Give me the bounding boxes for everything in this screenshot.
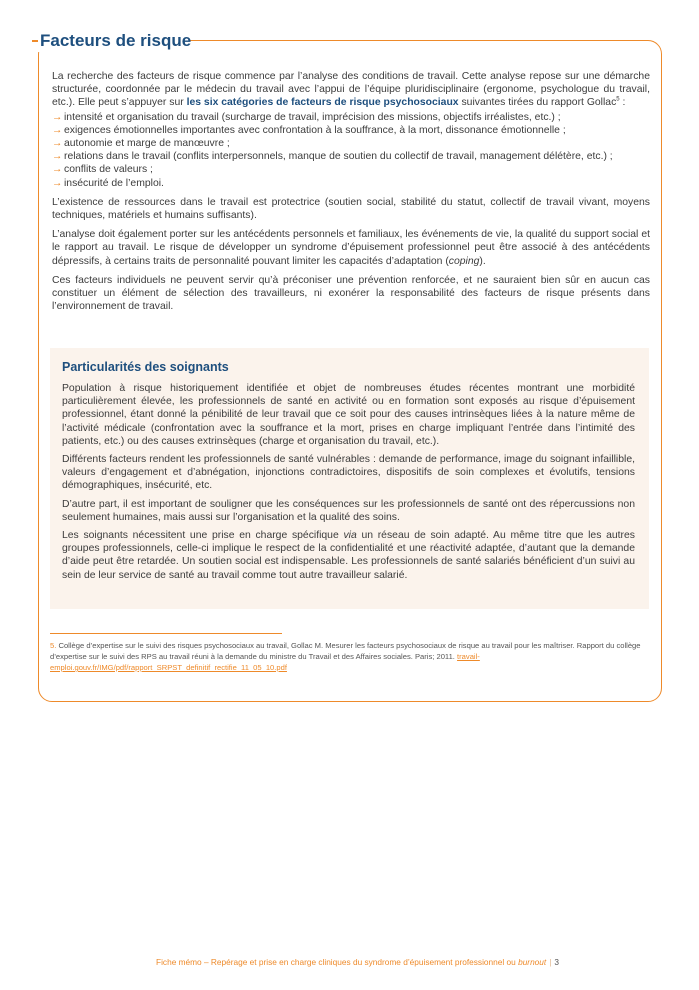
arrow-right-icon: →	[52, 111, 63, 123]
risk-factor-list	[52, 111, 650, 190]
individual-factors-paragraph: Ces facteurs individuels ne peuvent servir qu’à préconiser une prévention renforcée, et ne sauraient bien sûr en aucun cas constituer un élément de sélection des travailleurs, ni exonérer la responsabilité des facteurs de risque présents dans l’environnement de travail.	[52, 274, 650, 313]
box-paragraph-2: Différents facteurs rendent les professionnels de santé vulnérables : demande de performance, image du soignant infaillible, valeurs d’engagement et d’abnégation, injonctions contradictoires, dispositifs de soin complexes et évolutifs, tensions démographiques, insécurité, etc.	[62, 454, 635, 492]
list-item-text: exigences émotionnelles importantes avec confrontation à la souffrance, à la mort, dissonance émotionnelle ;	[64, 124, 566, 136]
list-item	[52, 177, 650, 190]
box-p4-text: Les soignants nécessitent une prise en charge spécifique	[62, 530, 344, 542]
footer-italic: burnout	[518, 957, 547, 967]
list-item-text: conflits de valeurs ;	[64, 164, 153, 176]
arrow-right-icon: →	[52, 151, 63, 163]
arrow-right-icon: →	[52, 164, 63, 176]
box-title: Particularités des soignants	[62, 360, 229, 374]
antecedents-paragraph	[52, 228, 650, 268]
box-paragraph-1: Population à risque historiquement identifiée et objet de nombreuses études récentes montrant une morbidité particulièrement élevée, les professionnels de santé en activité ou en formation sont exposés au risque d’épuisement professionnel, étant donné la pénibilité de leur travail que ce soit pour des causes intrinsèques liées à la nature même de l’activité médicale (confrontation avec la souffrance et la mort, prises en charge impliquant l’entrée dans l’intimité des patients, etc.) ou des causes extrinsèques (charge et organisation du travail, etc.).	[62, 383, 635, 447]
intro-highlight: les six catégories de facteurs de risque psychosociaux	[186, 97, 459, 109]
section-title: Facteurs de risque	[40, 31, 192, 50]
intro-text-2: suivantes tirées du rapport Gollac	[458, 97, 617, 109]
page-footer	[0, 957, 559, 967]
list-item-text: intensité et organisation du travail (surcharge de travail, imprécision des missions, objectifs irréalistes, etc.) ;	[64, 111, 561, 123]
footnote-reference: 5	[616, 96, 620, 103]
footer-separator: |	[549, 957, 552, 967]
footnote-number: 5.	[50, 641, 57, 650]
box-paragraph-4	[62, 529, 635, 582]
footer-label: Fiche mémo	[156, 957, 202, 967]
footnote	[50, 640, 648, 673]
footnote-link[interactable]: travail-emploi.gouv.fr/IMG/pdf/rapport_SRPST_definitif_rectifie_11_05_10.pdf	[50, 652, 480, 672]
title-accent-dash	[32, 40, 38, 42]
antecedents-text-end: ).	[479, 255, 486, 267]
list-item-text: insécurité de l’emploi.	[64, 177, 164, 189]
list-item	[52, 150, 650, 163]
list-item	[52, 137, 650, 150]
footnote-divider	[50, 633, 282, 634]
section-content	[52, 70, 650, 319]
box-paragraph-3: D’autre part, il est important de souligner que les conséquences sur les professionnels de santé ont des répercussions non seulement humaines, mais aussi sur l’organisation et la qualité des soins.	[62, 498, 635, 523]
list-item	[52, 124, 650, 137]
antecedents-italic: coping	[448, 255, 480, 267]
list-item-text: autonomie et marge de manœuvre ;	[64, 138, 230, 150]
list-item-text: relations dans le travail (conflits interpersonnels, manque de soutien du collectif de travail, management délétère, etc.) ;	[64, 151, 613, 163]
intro-paragraph	[52, 70, 650, 110]
arrow-right-icon: →	[52, 138, 63, 150]
page-number: 3	[554, 957, 559, 967]
footnote-text: Collège d’expertise sur le suivi des risques psychosociaux au travail, Gollac M. Mesurer les facteurs psychosociaux de risque au travail pour les maîtriser. Rapport du collège d’expertise sur le suivi des RPS au travail réuni à la demande du ministre du Travail et des Affaires sociales. Paris; 2011.	[50, 641, 641, 661]
list-item	[52, 111, 650, 124]
resources-paragraph: L’existence de ressources dans le travail est protectrice (soutien social, stabilité du statut, collectif de travail vivant, moyens techniques, matériels et humains suffisants).	[52, 196, 650, 222]
box-p4-text-end: un réseau de soin adapté. Au même titre que les autres groupes professionnels, celle-ci implique le respect de la confidentialité et une réactivité adaptée, d’autant que la demande d’aide peut être retardée. Un soutien social est indispensable. Les professionnels de santé salariés bénéficient d’un suivi au sein de leur service de santé au travail comme tout autre travailleur salarié.	[62, 530, 635, 581]
intro-text: La recherche des facteurs de risque commence par l’analyse des conditions de travail. Cette analyse repose sur une démarche structurée, coordonnée par le médecin du travail avec l’appui de l’équipe pluridisciplinaire (ergonome, psychologue du travail, etc.). Elle peut s’appuyer sur	[52, 71, 650, 109]
footer-title: – Repérage et prise en charge cliniques du syndrome d’épuisement professionnel ou	[201, 957, 519, 967]
caregivers-box	[50, 348, 649, 609]
box-p4-italic: via	[343, 530, 357, 542]
intro-text-3: :	[619, 97, 626, 109]
arrow-right-icon: →	[52, 124, 63, 136]
arrow-right-icon: →	[52, 177, 63, 189]
antecedents-text: L’analyse doit également porter sur les antécédents personnels et familiaux, les événements de vie, la qualité du support social et le rapport au travail. Le risque de développer un syndrome d’épuisement professionnel peut être associé à des antécédents dépressifs, à certains traits de personnalité pouvant limiter les capacités d’adaptation (	[52, 229, 650, 267]
list-item	[52, 163, 650, 176]
